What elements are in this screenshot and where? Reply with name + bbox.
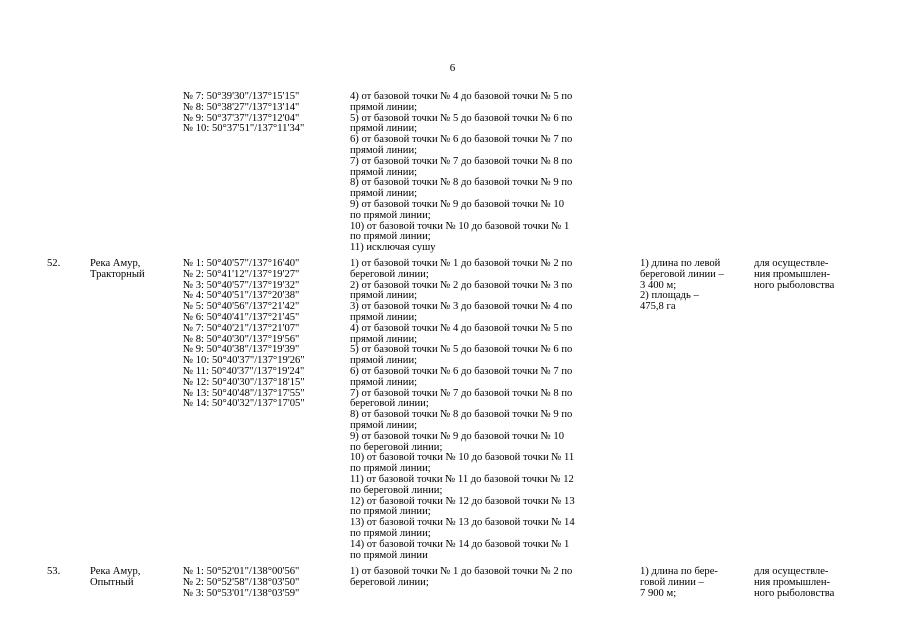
text-line: № 8: 50°40'30"/137°19'56" bbox=[183, 333, 300, 345]
text-line: по прямой линии bbox=[350, 549, 428, 561]
text-line: по береговой линии; bbox=[350, 484, 443, 496]
text-line: прямой линии; bbox=[350, 166, 418, 178]
text-line: 1) длина по левой bbox=[640, 258, 721, 269]
text-line: № 6: 50°40'41"/137°21'45" bbox=[183, 311, 300, 323]
text-line: береговой линии; bbox=[350, 398, 429, 410]
text-line: Тракторный bbox=[90, 268, 145, 280]
text-line: 4) от базовой точки № 4 до базовой точки № 5 по bbox=[350, 91, 573, 102]
text-line: 8) от базовой точки № 8 до базовой точки № 9 по bbox=[350, 177, 573, 189]
area-name bbox=[90, 567, 175, 589]
text-line: 10) от базовой точки № 10 до базовой точки № 11 bbox=[350, 452, 575, 464]
text-line: 11) исключая сушу bbox=[350, 242, 436, 254]
text-line: прямой линии; bbox=[350, 376, 418, 388]
text-line: береговой линии – bbox=[640, 268, 724, 280]
text-line: № 11: 50°40'37"/137°19'24" bbox=[183, 365, 305, 377]
text-line: ния промышлен- bbox=[754, 268, 831, 280]
text-line: № 10: 50°40'37"/137°19'26" bbox=[183, 355, 305, 367]
text-line: № 7: 50°40'21"/137°21'07" bbox=[183, 322, 300, 334]
text-line: № 9: 50°37'37"/137°12'04" bbox=[183, 112, 300, 124]
text-line: береговой линии; bbox=[350, 268, 429, 280]
text-line: 4) от базовой точки № 4 до базовой точки № 5 по bbox=[350, 322, 573, 334]
text-line: 6) от базовой точки № 6 до базовой точки № 7 по bbox=[350, 134, 573, 146]
text-line: 14) от базовой точки № 14 до базовой точки № 1 bbox=[350, 538, 570, 550]
text-line: 3) от базовой точки № 3 до базовой точки № 4 по bbox=[350, 301, 573, 313]
text-line: 7) от базовой точки № 7 до базовой точки № 8 по bbox=[350, 387, 573, 399]
text-line: 10) от базовой точки № 10 до базовой точки № 1 bbox=[350, 220, 570, 232]
text-line: 7) от базовой точки № 7 до базовой точки № 8 по bbox=[350, 155, 573, 167]
text-line: прямой линии; bbox=[350, 311, 418, 323]
text-line: 3 400 м; bbox=[640, 279, 677, 291]
row-number: 52. bbox=[47, 258, 61, 269]
text-line: Река Амур, bbox=[90, 258, 141, 269]
text-line: 5) от базовой точки № 5 до базовой точки № 6 по bbox=[350, 112, 573, 124]
text-line: прямой линии; bbox=[350, 144, 418, 156]
text-line: прямой линии; bbox=[350, 290, 418, 302]
text-line: № 1: 50°52'01"/138°00'56" bbox=[183, 566, 300, 577]
text-line: говой линии – bbox=[640, 576, 704, 588]
text-line: № 10: 50°37'51"/137°11'34" bbox=[183, 123, 305, 135]
area-size bbox=[640, 567, 750, 599]
text-line: Река Амур, bbox=[90, 566, 141, 577]
text-line: 475,8 га bbox=[640, 301, 676, 313]
text-line: Опытный bbox=[90, 576, 134, 588]
text-line: 1) от базовой точки № 1 до базовой точки № 2 по bbox=[350, 566, 573, 577]
text-line: 7 900 м; bbox=[640, 587, 677, 599]
text-line: ного рыболовства bbox=[754, 279, 835, 291]
area-purpose bbox=[754, 259, 864, 291]
text-line: 8) от базовой точки № 8 до базовой точки № 9 по bbox=[350, 409, 573, 421]
text-line: прямой линии; bbox=[350, 355, 418, 367]
text-line: ния промышлен- bbox=[754, 576, 831, 588]
text-line: береговой линии; bbox=[350, 576, 429, 588]
text-line: 2) площадь – bbox=[640, 290, 699, 302]
text-line: прямой линии; bbox=[350, 188, 418, 200]
text-line: по прямой линии; bbox=[350, 231, 431, 243]
text-line: 9) от базовой точки № 9 до базовой точки № 10 bbox=[350, 198, 565, 210]
text-line: по прямой линии; bbox=[350, 527, 431, 539]
coordinates-list bbox=[183, 92, 343, 135]
text-line: № 7: 50°39'30"/137°15'15" bbox=[183, 91, 300, 102]
area-purpose bbox=[754, 567, 864, 599]
text-line: ного рыболовства bbox=[754, 587, 835, 599]
text-line: по прямой линии; bbox=[350, 209, 431, 221]
text-line: 5) от базовой точки № 5 до базовой точки № 6 по bbox=[350, 344, 573, 356]
text-line: прямой линии; bbox=[350, 419, 418, 431]
text-line: 12) от базовой точки № 12 до базовой точки № 13 bbox=[350, 495, 575, 507]
text-line: для осуществле- bbox=[754, 566, 829, 577]
border-description bbox=[350, 567, 630, 589]
coordinates-list bbox=[183, 567, 343, 599]
text-line: № 13: 50°40'48"/137°17'55" bbox=[183, 387, 305, 399]
text-line: № 2: 50°52'58"/138°03'50" bbox=[183, 576, 300, 588]
border-description bbox=[350, 259, 630, 561]
area-size bbox=[640, 259, 750, 313]
text-line: № 2: 50°41'12"/137°19'27" bbox=[183, 268, 300, 280]
text-line: 9) от базовой точки № 9 до базовой точки № 10 bbox=[350, 430, 565, 442]
text-line: № 14: 50°40'32"/137°17'05" bbox=[183, 398, 305, 410]
text-line: по прямой линии; bbox=[350, 506, 431, 518]
text-line: 11) от базовой точки № 11 до базовой точки № 12 bbox=[350, 473, 574, 485]
text-line: № 5: 50°40'56"/137°21'42" bbox=[183, 301, 300, 313]
text-line: № 9: 50°40'38"/137°19'39" bbox=[183, 344, 300, 356]
text-line: № 4: 50°40'51"/137°20'38" bbox=[183, 290, 300, 302]
text-line: прямой линии; bbox=[350, 333, 418, 345]
text-line: 6) от базовой точки № 6 до базовой точки № 7 по bbox=[350, 365, 573, 377]
text-line: прямой линии; bbox=[350, 123, 418, 135]
page-number: 6 bbox=[449, 62, 456, 74]
text-line: 13) от базовой точки № 13 до базовой точки № 14 bbox=[350, 517, 575, 529]
text-line: № 3: 50°40'57"/137°19'32" bbox=[183, 279, 300, 291]
text-line: 1) от базовой точки № 1 до базовой точки № 2 по bbox=[350, 258, 573, 269]
coordinates-list bbox=[183, 259, 343, 410]
row-number: 53. bbox=[47, 566, 61, 577]
text-line: по прямой линии; bbox=[350, 463, 431, 475]
text-line: № 12: 50°40'30"/137°18'15" bbox=[183, 376, 305, 388]
area-name bbox=[90, 259, 175, 281]
text-line: для осуществле- bbox=[754, 258, 829, 269]
border-description bbox=[350, 92, 630, 254]
text-line: № 1: 50°40'57"/137°16'40" bbox=[183, 258, 300, 269]
text-line: 1) длина по бере- bbox=[640, 566, 718, 577]
text-line: по береговой линии; bbox=[350, 441, 443, 453]
text-line: № 8: 50°38'27"/137°13'14" bbox=[183, 101, 300, 113]
text-line: № 3: 50°53'01"/138°03'59" bbox=[183, 587, 300, 599]
text-line: 2) от базовой точки № 2 до базовой точки № 3 по bbox=[350, 279, 573, 291]
text-line: прямой линии; bbox=[350, 101, 418, 113]
